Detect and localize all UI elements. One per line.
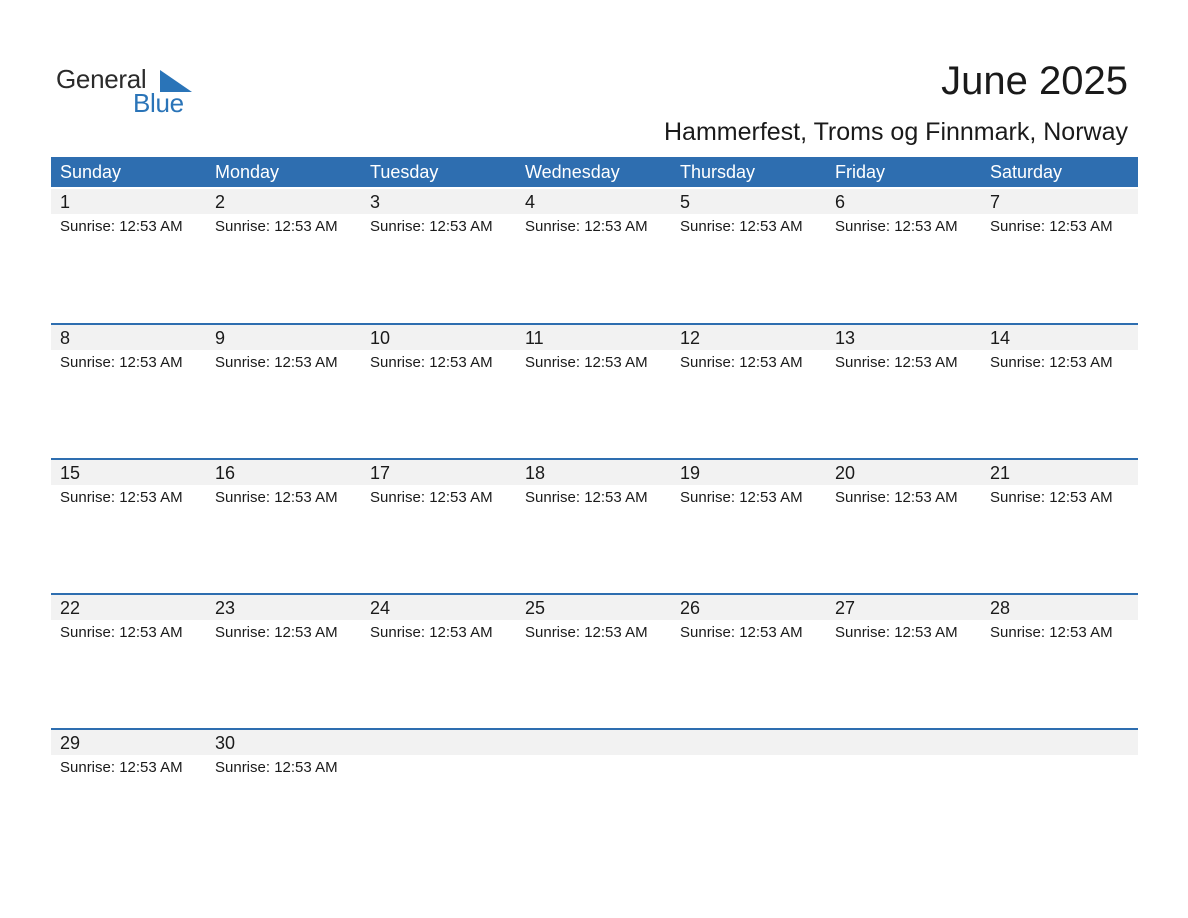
day-cell <box>51 595 206 728</box>
week-row <box>51 728 1138 863</box>
day-number: 25 <box>525 598 546 618</box>
day-cell <box>361 325 516 458</box>
sunrise-text: Sunrise: 12:53 AM <box>525 489 648 506</box>
weekday-thursday: Thursday <box>680 162 756 182</box>
day-cell <box>206 460 361 593</box>
sunrise-text: Sunrise: 12:53 AM <box>60 624 183 641</box>
day-cell <box>981 730 1136 863</box>
weekday-monday: Monday <box>215 162 280 182</box>
sunrise-text: Sunrise: 12:53 AM <box>680 218 803 235</box>
day-cell <box>981 595 1136 728</box>
sunrise-text: Sunrise: 12:53 AM <box>215 218 338 235</box>
sunrise-text: Sunrise: 12:53 AM <box>215 354 338 371</box>
day-cell <box>206 730 361 863</box>
day-number: 20 <box>835 463 856 483</box>
day-number: 9 <box>215 328 226 348</box>
logo-text-blue: Blue <box>133 88 184 118</box>
day-cell <box>826 730 981 863</box>
day-number: 11 <box>525 328 544 348</box>
day-cell <box>206 325 361 458</box>
day-cell <box>206 189 361 324</box>
day-cell <box>981 460 1136 593</box>
day-cell <box>671 460 826 593</box>
day-number: 15 <box>60 463 81 483</box>
day-cell <box>981 325 1136 458</box>
day-cell <box>361 460 516 593</box>
day-number: 29 <box>60 733 81 753</box>
weekday-saturday: Saturday <box>990 162 1063 182</box>
day-number: 17 <box>370 463 391 483</box>
sunrise-text: Sunrise: 12:53 AM <box>835 354 958 371</box>
sunrise-text: Sunrise: 12:53 AM <box>370 624 493 641</box>
day-number: 4 <box>525 192 536 212</box>
weekday-friday: Friday <box>835 162 886 182</box>
day-number: 2 <box>215 192 226 212</box>
sunrise-text: Sunrise: 12:53 AM <box>370 489 493 506</box>
week-row <box>51 458 1138 593</box>
sunrise-text: Sunrise: 12:53 AM <box>990 624 1113 641</box>
day-cell <box>671 325 826 458</box>
day-cell <box>361 730 516 863</box>
sunrise-text: Sunrise: 12:53 AM <box>525 624 648 641</box>
day-number: 18 <box>525 463 546 483</box>
day-cell <box>51 189 206 324</box>
logo-text-general: General <box>56 64 147 94</box>
sunrise-text: Sunrise: 12:53 AM <box>215 489 338 506</box>
sunrise-text: Sunrise: 12:53 AM <box>835 218 958 235</box>
day-cell <box>51 325 206 458</box>
sunrise-text: Sunrise: 12:53 AM <box>990 218 1113 235</box>
weekday-header <box>51 157 1138 187</box>
location-subtitle: Hammerfest, Troms og Finnmark, Norway <box>664 118 1128 146</box>
day-cell <box>361 595 516 728</box>
week-row <box>51 189 1138 324</box>
day-cell <box>671 189 826 324</box>
day-number: 14 <box>990 328 1011 348</box>
sunrise-text: Sunrise: 12:53 AM <box>990 489 1113 506</box>
sunrise-text: Sunrise: 12:53 AM <box>60 354 183 371</box>
day-number: 21 <box>990 463 1011 483</box>
day-number: 28 <box>990 598 1011 618</box>
day-cell <box>51 730 206 863</box>
week-row <box>51 323 1138 458</box>
sunrise-text: Sunrise: 12:53 AM <box>60 218 183 235</box>
sunrise-text: Sunrise: 12:53 AM <box>680 624 803 641</box>
day-cell <box>361 189 516 324</box>
day-cell <box>516 460 671 593</box>
day-number: 16 <box>215 463 236 483</box>
day-number: 6 <box>835 192 846 212</box>
day-number: 23 <box>215 598 236 618</box>
day-number: 1 <box>60 192 71 212</box>
sunrise-text: Sunrise: 12:53 AM <box>215 624 338 641</box>
day-number: 26 <box>680 598 701 618</box>
sunrise-text: Sunrise: 12:53 AM <box>680 489 803 506</box>
day-cell <box>516 730 671 863</box>
day-cell <box>516 325 671 458</box>
day-cell <box>671 595 826 728</box>
weekday-sunday: Sunday <box>60 162 122 182</box>
day-number: 30 <box>215 733 236 753</box>
page-title: June 2025 <box>941 59 1128 103</box>
sunrise-text: Sunrise: 12:53 AM <box>990 354 1113 371</box>
day-cell <box>826 189 981 324</box>
sunrise-text: Sunrise: 12:53 AM <box>835 624 958 641</box>
day-cell <box>51 460 206 593</box>
weekday-tuesday: Tuesday <box>370 162 439 182</box>
day-cell <box>671 730 826 863</box>
week-row <box>51 593 1138 728</box>
day-cell <box>981 189 1136 324</box>
day-cell <box>826 325 981 458</box>
sunrise-text: Sunrise: 12:53 AM <box>680 354 803 371</box>
day-number: 13 <box>835 328 856 348</box>
day-number: 19 <box>680 463 701 483</box>
day-cell <box>206 595 361 728</box>
day-number: 12 <box>680 328 701 348</box>
day-number: 8 <box>60 328 71 348</box>
day-number: 24 <box>370 598 391 618</box>
sunrise-text: Sunrise: 12:53 AM <box>60 759 183 776</box>
day-cell <box>826 595 981 728</box>
day-number: 22 <box>60 598 81 618</box>
day-number: 7 <box>990 192 1001 212</box>
day-cell <box>516 189 671 324</box>
sunrise-text: Sunrise: 12:53 AM <box>835 489 958 506</box>
day-cell <box>826 460 981 593</box>
day-number: 3 <box>370 192 381 212</box>
brand-logo <box>56 64 206 120</box>
day-number: 10 <box>370 328 391 348</box>
weekday-wednesday: Wednesday <box>525 162 620 182</box>
sunrise-text: Sunrise: 12:53 AM <box>525 354 648 371</box>
sunrise-text: Sunrise: 12:53 AM <box>525 218 648 235</box>
sunrise-text: Sunrise: 12:53 AM <box>60 489 183 506</box>
day-number: 5 <box>680 192 691 212</box>
day-cell <box>516 595 671 728</box>
day-number: 27 <box>835 598 856 618</box>
sunrise-text: Sunrise: 12:53 AM <box>215 759 338 776</box>
sunrise-text: Sunrise: 12:53 AM <box>370 218 493 235</box>
sunrise-text: Sunrise: 12:53 AM <box>370 354 493 371</box>
